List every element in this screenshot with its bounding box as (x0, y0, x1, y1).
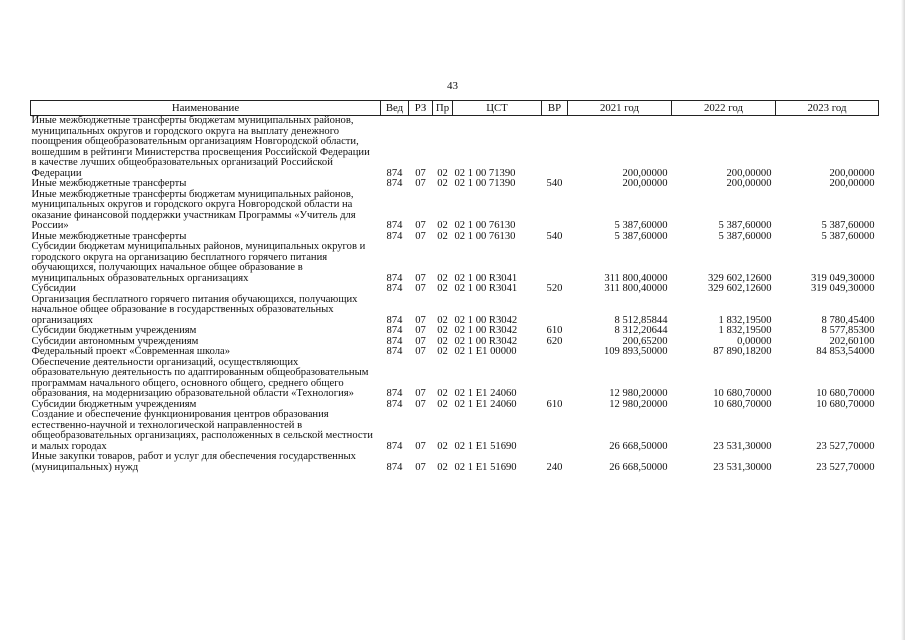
cell-name: Обеспечение деятельности организаций, осуществляющих образовательную деятельность по адаптированным общеобразовательным программам начального общего, основного общего, среднего общего образования, на модернизацию образовательной области «Технология» (31, 356, 369, 399)
cell-name: Субсидии автономным учреждениям (31, 335, 199, 347)
cell-name: Создание и обеспечение функционирования центров образования естественно-научной и технологической направленностей в общеобразовательных организациях, расположенных в сельской местности и малых городах (31, 409, 373, 452)
table-row (31, 347, 879, 358)
cell-name: Федеральный проект «Современная школа» (31, 346, 231, 357)
cell-ved: 874 (386, 461, 403, 473)
cell-2021: 311 800,40000 (604, 283, 668, 294)
cell-vr (542, 410, 568, 452)
cell-2022: 23 531,30000 (713, 440, 772, 452)
table-row (31, 326, 879, 337)
table-body (31, 116, 879, 474)
cell-2021: 200,65200 (622, 335, 668, 347)
header-vr: ВР (542, 101, 568, 116)
budget-table (30, 100, 879, 473)
cell-cst: 02 1 00 R3041 (454, 272, 518, 284)
cell-ved: 874 (386, 314, 403, 326)
cell-2023: 84 853,54000 (816, 346, 875, 357)
cell-2023: 319 049,30000 (810, 283, 875, 294)
cell-2022: 1 832,19500 (718, 325, 772, 336)
cell-name: Организация бесплатного горячего питания обучающихся, получающих начальное общее образование в государственных образовательных организациях (31, 293, 358, 326)
cell-vr (542, 242, 568, 284)
cell-ved: 874 (386, 283, 403, 294)
cell-2021: 311 800,40000 (604, 272, 668, 284)
cell-rz: 07 (415, 346, 426, 357)
cell-ved: 874 (386, 346, 403, 357)
cell-rz: 07 (415, 272, 426, 284)
cell-2022: 87 890,18200 (713, 346, 772, 357)
cell-2023: 319 049,30000 (810, 272, 875, 284)
cell-pr: 02 (437, 388, 448, 399)
cell-pr: 02 (437, 325, 448, 336)
cell-cst: 02 1 00 R3042 (454, 325, 518, 336)
cell-2021: 200,00000 (622, 178, 668, 189)
cell-cst: 02 1 E1 00000 (454, 346, 517, 357)
cell-ved: 874 (386, 440, 403, 452)
cell-cst: 02 1 00 71390 (454, 178, 516, 189)
cell-ved: 874 (386, 388, 403, 399)
cell-2021: 26 668,50000 (609, 461, 668, 473)
cell-name: Иные межбюджетные трансферты (31, 230, 187, 242)
cell-cst: 02 1 00 R3042 (454, 335, 518, 347)
cell-cst: 02 1 E1 51690 (454, 440, 517, 452)
table-row (31, 190, 879, 232)
cell-rz: 07 (415, 220, 426, 231)
table-row (31, 179, 879, 190)
cell-ved: 874 (386, 220, 403, 231)
cell-rz: 07 (415, 335, 426, 347)
cell-cst: 02 1 00 R3042 (454, 314, 518, 326)
cell-pr: 02 (437, 398, 448, 410)
cell-2023: 5 387,60000 (821, 220, 875, 231)
cell-2021: 12 980,20000 (609, 398, 668, 410)
cell-rz: 07 (415, 325, 426, 336)
cell-vr (542, 358, 568, 400)
cell-2021: 8 512,85844 (614, 314, 668, 326)
cell-ved: 874 (386, 178, 403, 189)
cell-pr: 02 (437, 314, 448, 326)
cell-2023: 10 680,70000 (816, 388, 875, 399)
cell-vr (542, 295, 568, 327)
cell-2022: 200,00000 (726, 178, 772, 189)
table-row (31, 116, 879, 180)
header-ved: Вед (381, 101, 409, 116)
table-row (31, 410, 879, 452)
cell-ved: 874 (386, 167, 403, 179)
cell-2022: 10 680,70000 (713, 398, 772, 410)
cell-rz: 07 (415, 230, 426, 242)
cell-rz: 07 (415, 314, 426, 326)
cell-vr: 240 (546, 461, 563, 473)
cell-2021: 5 387,60000 (614, 220, 668, 231)
cell-cst: 02 1 00 76130 (454, 230, 516, 242)
cell-ved: 874 (386, 325, 403, 336)
cell-cst: 02 1 00 71390 (454, 167, 516, 179)
table-row (31, 358, 879, 400)
cell-vr: 610 (546, 325, 563, 336)
cell-2023: 23 527,70000 (816, 440, 875, 452)
page-edge-shadow (901, 0, 905, 640)
cell-vr: 610 (546, 398, 563, 410)
cell-rz: 07 (415, 398, 426, 410)
cell-ved: 874 (386, 335, 403, 347)
cell-vr: 520 (546, 283, 563, 294)
cell-name: Иные межбюджетные трансферты (31, 178, 187, 189)
cell-pr: 02 (437, 461, 448, 473)
cell-rz: 07 (415, 178, 426, 189)
cell-pr: 02 (437, 346, 448, 357)
cell-pr: 02 (437, 272, 448, 284)
cell-2021: 5 387,60000 (614, 230, 668, 242)
cell-2023: 23 527,70000 (816, 461, 875, 473)
cell-2022: 329 602,12600 (707, 272, 772, 284)
header-name: Наименование (31, 101, 381, 116)
cell-2022: 5 387,60000 (718, 230, 772, 242)
table-header-row (31, 101, 879, 116)
header-2022: 2022 год (672, 101, 776, 116)
cell-2023: 8 577,85300 (821, 325, 875, 336)
header-2023: 2023 год (776, 101, 879, 116)
cell-2022: 0,00000 (737, 335, 772, 347)
cell-name: Иные межбюджетные трансферты бюджетам муниципальных районов, муниципальных округов и городского округа на выплату денежного поощрения общеобразовательным организациям Новгородской области, вошедшим в рейтинги Министерства просвещения Российской Федерации в качестве лучших общеобразовательных организаций Российской Федерации (31, 115, 370, 179)
cell-pr: 02 (437, 178, 448, 189)
cell-vr (542, 116, 568, 180)
cell-2022: 23 531,30000 (713, 461, 772, 473)
cell-2021: 8 312,20644 (614, 325, 668, 336)
cell-2022: 5 387,60000 (718, 220, 772, 231)
page-number: 43 (447, 80, 458, 92)
cell-2023: 202,60100 (829, 335, 875, 347)
cell-name: Иные закупки товаров, работ и услуг для обеспечения государственных (муниципальных) нужд (31, 451, 356, 473)
cell-rz: 07 (415, 440, 426, 452)
cell-vr (542, 190, 568, 232)
cell-rz: 07 (415, 167, 426, 179)
cell-2023: 200,00000 (829, 178, 875, 189)
cell-2023: 5 387,60000 (821, 230, 875, 242)
cell-ved: 874 (386, 272, 403, 284)
cell-vr: 540 (546, 178, 563, 189)
table-row (31, 295, 879, 327)
cell-2021: 26 668,50000 (609, 440, 668, 452)
table-row (31, 284, 879, 295)
cell-name: Субсидии (31, 283, 76, 294)
table-row (31, 242, 879, 284)
header-rz: РЗ (409, 101, 433, 116)
cell-name: Иные межбюджетные трансферты бюджетам муниципальных районов, муниципальных округов и городского округа Новгородской области на оказание финансовой поддержки участникам Программы «Учитель для России» (31, 188, 356, 231)
cell-rz: 07 (415, 461, 426, 473)
cell-vr: 620 (546, 335, 563, 347)
cell-cst: 02 1 00 76130 (454, 220, 516, 231)
cell-rz: 07 (415, 283, 426, 294)
header-2021: 2021 год (568, 101, 672, 116)
cell-cst: 02 1 00 R3041 (454, 283, 518, 294)
cell-2023: 8 780,45400 (821, 314, 875, 326)
cell-rz: 07 (415, 388, 426, 399)
cell-vr: 540 (546, 230, 563, 242)
cell-name: Субсидии бюджетным учреждениям (31, 398, 197, 410)
cell-2022: 200,00000 (726, 167, 772, 179)
cell-pr: 02 (437, 283, 448, 294)
cell-name: Субсидии бюджетам муниципальных районов, муниципальных округов и городского округа на организацию бесплатного горячего питания обучающихся, получающих начальное общее образование в муниципальных образовательных организациях (31, 241, 366, 284)
header-pr: Пр (433, 101, 453, 116)
cell-pr: 02 (437, 440, 448, 452)
cell-name: Субсидии бюджетным учреждениям (31, 325, 197, 336)
cell-2021: 12 980,20000 (609, 388, 668, 399)
cell-cst: 02 1 E1 51690 (454, 461, 517, 473)
cell-2022: 10 680,70000 (713, 388, 772, 399)
cell-ved: 874 (386, 230, 403, 242)
cell-2023: 200,00000 (829, 167, 875, 179)
cell-pr: 02 (437, 220, 448, 231)
cell-pr: 02 (437, 230, 448, 242)
cell-cst: 02 1 E1 24060 (454, 388, 517, 399)
cell-pr: 02 (437, 167, 448, 179)
cell-vr (542, 347, 568, 358)
cell-2022: 1 832,19500 (718, 314, 772, 326)
header-cst: ЦСТ (453, 101, 542, 116)
cell-2021: 200,00000 (622, 167, 668, 179)
cell-pr: 02 (437, 335, 448, 347)
cell-2022: 329 602,12600 (707, 283, 772, 294)
cell-cst: 02 1 E1 24060 (454, 398, 517, 410)
cell-2021: 109 893,50000 (603, 346, 668, 357)
cell-ved: 874 (386, 398, 403, 410)
table-row (31, 452, 879, 473)
cell-2023: 10 680,70000 (816, 398, 875, 410)
